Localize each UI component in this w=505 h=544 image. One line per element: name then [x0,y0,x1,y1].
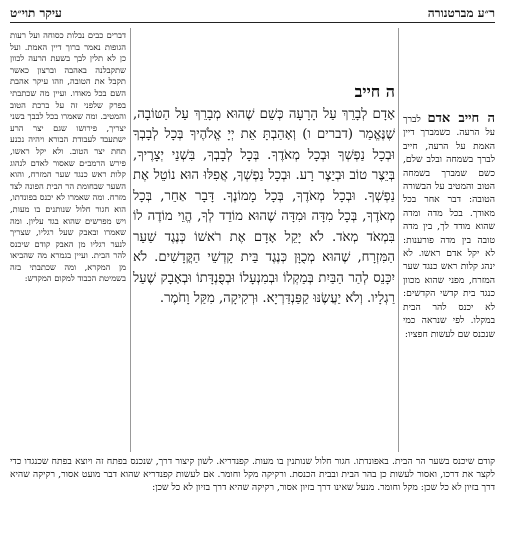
column-divider [398,28,399,452]
commentary-bottom [10,455,495,495]
header-rule [10,22,495,23]
mishnah-text-block [133,82,395,310]
running-header-right: ר״ע מברטנורה [427,6,495,20]
commentary-right-text: לברך על הרעה. כשמברך דיין האמת על הרעה, חייב לברך בשמחה ובלב שלם, כשם שמברך בשמחה הטוב והמטיב על הבשורה הטובה: דבר אחר בכל מאודך. בכל מדה ומדה שהוא מודד לך, בין מדה טובה בין מדה פורענות: לא יקל אדם ראשו. לא ינהג קלות ראש כנגד שער המזרח, מפני שהוא מכוון כנגד בית קדשי הקדשים: לא יכנס להר הבית במקלו. לפי שנראה כמי שנכנס שם לעשות חפציו: [403,114,495,340]
commentary-right-lead: ה חייב אדם [427,111,495,126]
column-divider [130,28,131,452]
commentary-bottom-text: קודם שיכנס בשער הר הבית. באפונדתו. חגור חלול שנותנין בו מעות. קפנדריא. לשון קיצור דרך, שנכנס בפתח זה ויוצא בפתח שכנגדו כדי לקצר את דרכו, ואסור לעשות כן בהר הבית ובבית הכנסת. ורקיקה מקל וחומר. אם לעשות קפנדריא שהוא דבר מועט אסור, רקיקה שהיא דרך בזיון לא כל שכן: מקל וחומר. מנעל שאינו דרך בזיון אסור, רקיקה שהיא דרך בזיון לא כל שכן: [10,456,495,494]
commentary-right [403,112,495,341]
mishnah-number: ה חייב [354,82,395,101]
running-header-left: עיקר תוי״ט [10,6,62,20]
commentary-left [10,30,126,285]
mishnah-text: אָדָם לְבָרֵךְ עַל הָרָעָה כְּשֵׁם שֶׁהוּא מְבָרֵךְ עַל הַטּוֹבָה, שֶׁנֶּאֱמַר (דברים ו) וְאָהַבְתָּ אֵת יְיָ אֱלֹהֶיךָ בְּכָל לְבָבְךָ וּבְכָל נַפְשְׁךָ וּבְכָל מְאֹדֶךָ. בְּכָל לְבָבְךָ, בִּשְׁנֵי יְצָרֶיךָ, בְּיֵצֶר טוֹב וּבְיֵצֶר רָע. וּבְכָל נַפְשְׁךָ, אֲפִלּוּ הוּא נוֹטֵל אֶת נַפְשְׁךָ. וּבְכָל מְאֹדֶךָ, בְּכָל מָמוֹנֶךָ. דָּבָר אַחֵר, בְּכָל מְאֹדֶךָ, בְּכָל מִדָּה וּמִדָּה שֶׁהוּא מוֹדֵד לְךָ, הֱוֵי מוֹדֶה לוֹ בִּמְאֹד מְאֹד. לֹא יָקֵל אָדָם אֶת רֹאשׁוֹ כְּנֶגֶד שַׁעַר הַמִּזְרָח, שֶׁהוּא מְכֻוָּן כְּנֶגֶד בֵּית קָדְשֵׁי הַקֳּדָשִׁים. לֹא יִכָּנֵס לְהַר הַבַּיִת בְּמַקְלוֹ וּבְמִנְעָלוֹ וּבְפֻנְדָּתוֹ וּבְאָבָק שֶׁעַל רַגְלָיו. וְלֹא יַעֲשֶׂנּוּ קַפַּנְדַּרְיָא. וּרְקִיקָה, מִקַּל וָחֹמֶר. [133,106,395,306]
commentary-left-text: דברים כבים נבלות כסוחה ועל רעות הגופות נאמר ברוך דיין האמת. ועל כן לא תלין לבך בשעת הרעה לכוון שתקבלנה באהבה וברצון כאשר תקבל את הטובה, וזהו עיקר אהבת השם בכל מאודו. ועיין מה שכתבתי בפרק שלפני זה על ברכת הטוב והמטיב. ומה שאמרו בכל לבבך בשני יצריך, פירושו שגם יצר הרע ישתעבד לעבודת הבורא ויהיה נכנע תחת יצר הטוב. ולא יקל ראשו, פירש הרמב״ם שאסור לאדם לנהוג קלות ראש כנגד שער המזרח, והוא השער שבחומת הר הבית הפונה לצד מזרח. ומה שאמרו לא יכנס בפונדתו, הוא חגור חלול שנותנים בו מעות, ויש מפרשים שהוא בגד עליון. ומה שאמרו ובאבק שעל רגליו, שצריך לנער רגליו מן האבק קודם שיכנס להר הבית. ועיין בגמרא מה שהביאו מן המקרא, ומה שכתבתי בזה בשמיטת הכבוד למקום המקדש: [10,30,126,284]
